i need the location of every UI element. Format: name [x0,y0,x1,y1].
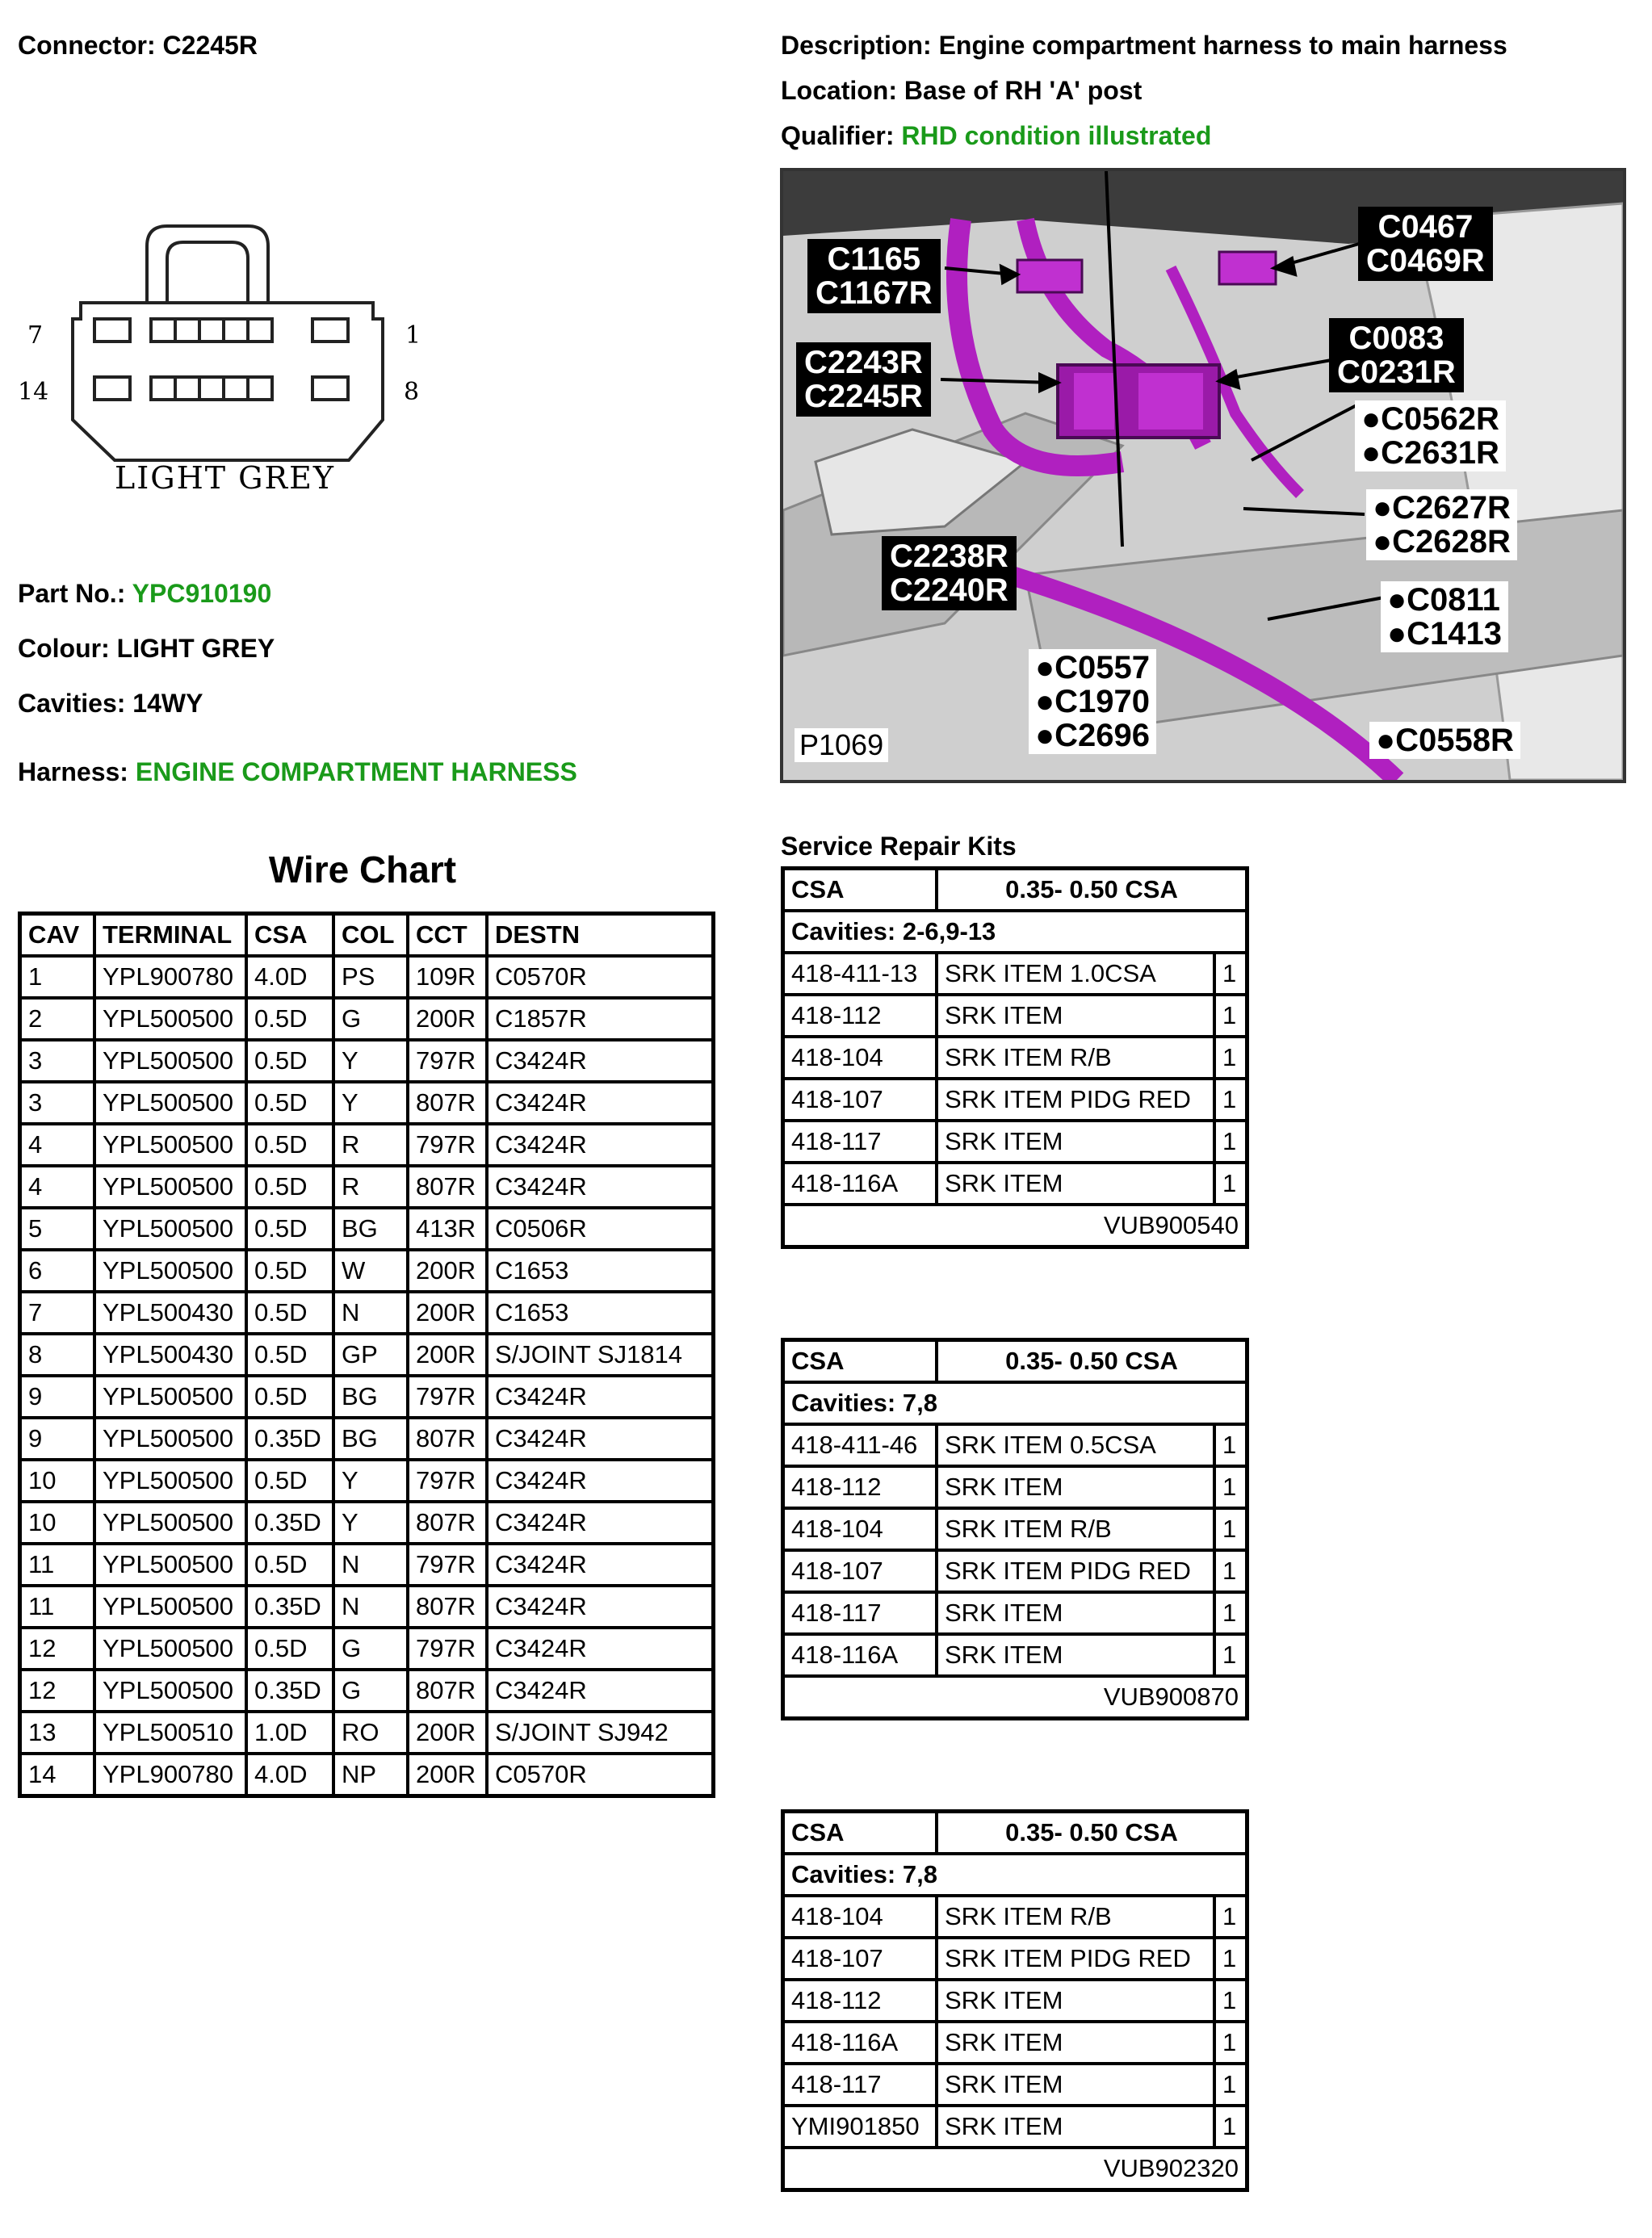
cell-terminal: YPL500500 [94,1502,246,1544]
kit-item-desc: SRK ITEM [937,1466,1214,1508]
cell-col: BG [333,1376,408,1418]
cell-cct: 797R [408,1628,487,1670]
connector-line [18,31,258,61]
cell-cav: 10 [20,1502,95,1544]
kit-item-row [783,1508,1247,1550]
cell-col: G [333,1670,408,1712]
cell-cct: 797R [408,1376,487,1418]
cell-cav: 9 [20,1418,95,1460]
kit-item-desc: SRK ITEM [937,1163,1214,1205]
kit-csa-row [783,1812,1247,1855]
kit-item-row [783,1163,1247,1205]
cell-cav: 2 [20,998,95,1040]
callout-c2243r: C2243R C2245R [796,342,931,417]
kit-item-desc: SRK ITEM [937,2106,1214,2148]
callout-c0083: C0083 C0231R [1329,318,1464,392]
cell-terminal: YPL500500 [94,1586,246,1628]
location-line [781,76,1142,106]
kit-cavities-row [783,1382,1247,1424]
cell-cav: 3 [20,1082,95,1124]
table-row [20,1754,714,1796]
cell-col: NP [333,1754,408,1796]
dot-label-group-3: ● C0811 ● C1413 [1381,581,1508,652]
kit-item-part: 418-112 [783,1980,937,2022]
header-cct: CCT [408,914,487,957]
kit-item-part: 418-104 [783,1037,937,1079]
part-no-value: YPC910190 [132,579,272,608]
dot-label-group-2: ● C2627R ● C2628R [1366,489,1517,560]
table-row [20,1334,714,1376]
cell-csa: 0.5D [246,1166,333,1208]
kit-item-qty: 1 [1214,2106,1247,2148]
cell-cav: 14 [20,1754,95,1796]
kit-cavities: Cavities: 2-6,9-13 [783,911,1247,953]
kit-item-part: 418-104 [783,1508,937,1550]
cell-col: Y [333,1040,408,1082]
kit-item-qty: 1 [1214,1466,1247,1508]
table-row [20,1250,714,1292]
cell-csa: 0.5D [246,1460,333,1502]
cell-cct: 200R [408,1250,487,1292]
cell-cct: 200R [408,1334,487,1376]
cell-cav: 7 [20,1292,95,1334]
kit-item-qty: 1 [1214,1163,1247,1205]
harness-label: Harness: [18,757,128,786]
cell-cct: 807R [408,1082,487,1124]
table-row [20,1670,714,1712]
dot-label-group-4: ● C0557 ● C1970 ● C2696 [1029,649,1156,754]
harness-line [18,757,577,787]
kit-number: VUB902320 [783,2148,1247,2190]
cell-col: RO [333,1712,408,1754]
table-row [20,1586,714,1628]
kit-item-qty: 1 [1214,1980,1247,2022]
cell-cav: 8 [20,1334,95,1376]
kit-item-part: 418-117 [783,2064,937,2106]
cell-terminal: YPL500500 [94,1418,246,1460]
kit-item-qty: 1 [1214,1938,1247,1980]
cell-terminal: YPL500430 [94,1334,246,1376]
cell-cav: 11 [20,1586,95,1628]
kit-item-row [783,1634,1247,1676]
cavities-line [18,689,203,719]
kit-item-desc: SRK ITEM [937,995,1214,1037]
cell-terminal: YPL900780 [94,956,246,998]
cell-destn: C3424R [487,1628,714,1670]
kit-item-desc: SRK ITEM PIDG RED [937,1550,1214,1592]
kit-item-qty: 1 [1214,1037,1247,1079]
pin-label-1: 1 [405,321,421,350]
kit-cavities-row [783,911,1247,953]
kit-item-part: 418-411-46 [783,1424,937,1466]
cell-cav: 4 [20,1166,95,1208]
pin-label-7: 7 [27,321,44,350]
cell-csa: 0.35D [246,1670,333,1712]
kit-csa-row [783,1340,1247,1383]
kit-item-desc: SRK ITEM R/B [937,1896,1214,1938]
cavities-label: Cavities: [18,689,126,718]
service-kit-table [781,1809,1249,2192]
cell-cct: 807R [408,1166,487,1208]
wire-chart-title: Wire Chart [268,849,457,891]
cell-csa: 0.5D [246,1544,333,1586]
cell-terminal: YPL500430 [94,1292,246,1334]
cell-col: BG [333,1418,408,1460]
cell-destn: C0506R [487,1208,714,1250]
connector-diagram [18,218,438,509]
cell-cav: 12 [20,1670,95,1712]
cell-destn: C3424R [487,1502,714,1544]
kit-item-row [783,1424,1247,1466]
cell-col: Y [333,1502,408,1544]
cell-cct: 200R [408,998,487,1040]
kit-item-desc: SRK ITEM [937,1634,1214,1676]
kit-item-qty: 1 [1214,1079,1247,1121]
pin-label-14: 14 [18,378,49,406]
cell-terminal: YPL500500 [94,1628,246,1670]
photo-ref: P1069 [795,728,888,762]
kit-item-qty: 1 [1214,1121,1247,1163]
kit-item-row [783,953,1247,995]
cell-destn: C3424R [487,1460,714,1502]
table-row [20,1712,714,1754]
callout-c1165: C1165 C1167R [807,239,941,313]
cell-destn: C3424R [487,1124,714,1166]
cell-cct: 807R [408,1670,487,1712]
cell-col: N [333,1292,408,1334]
kit-item-row [783,1079,1247,1121]
cell-cct: 797R [408,1544,487,1586]
table-row [20,1376,714,1418]
cell-csa: 0.35D [246,1418,333,1460]
wire-chart-body [20,956,714,1796]
cell-terminal: YPL500500 [94,998,246,1040]
kit-item-qty: 1 [1214,1896,1247,1938]
kit-item-row [783,1121,1247,1163]
cell-terminal: YPL500500 [94,1544,246,1586]
kit-item-row [783,2106,1247,2148]
kit-number-row [783,1676,1247,1719]
cell-terminal: YPL500500 [94,1208,246,1250]
cell-col: G [333,1628,408,1670]
kit-item-qty: 1 [1214,1592,1247,1634]
table-row [20,1208,714,1250]
kit-item-desc: SRK ITEM PIDG RED [937,1938,1214,1980]
kit-item-qty: 1 [1214,953,1247,995]
cell-destn: C3424R [487,1166,714,1208]
table-row [20,1082,714,1124]
kit-item-row [783,1037,1247,1079]
table-row [20,1166,714,1208]
kit-item-part: 418-117 [783,1121,937,1163]
cell-cav: 4 [20,1124,95,1166]
colour-value: LIGHT GREY [116,634,275,663]
table-row [20,956,714,998]
cavities-value: 14WY [132,689,203,718]
kit-item-row [783,1896,1247,1938]
cell-terminal: YPL500500 [94,1250,246,1292]
cell-terminal: YPL500510 [94,1712,246,1754]
part-no-line [18,579,271,609]
kit-item-part: 418-116A [783,2022,937,2064]
cell-col: R [333,1124,408,1166]
cell-csa: 0.5D [246,1628,333,1670]
cell-destn: S/JOINT SJ942 [487,1712,714,1754]
cell-col: N [333,1586,408,1628]
kit-item-row [783,1550,1247,1592]
table-row [20,1124,714,1166]
kit-cavities-row [783,1854,1247,1896]
kit-item-qty: 1 [1214,1424,1247,1466]
location-photo [780,168,1626,783]
kit-item-qty: 1 [1214,1508,1247,1550]
cell-destn: C3424R [487,1670,714,1712]
kit-item-row [783,2064,1247,2106]
kit-item-part: 418-117 [783,1592,937,1634]
kit-item-part: 418-116A [783,1163,937,1205]
header-csa: CSA [246,914,333,957]
cell-csa: 0.5D [246,1250,333,1292]
cell-col: N [333,1544,408,1586]
kit-item-row [783,2022,1247,2064]
kit-item-desc: SRK ITEM R/B [937,1508,1214,1550]
qualifier-line [781,121,1211,151]
table-row [20,1544,714,1586]
dot-label-group-1: ● C0562R ● C2631R [1355,400,1506,471]
kit-item-qty: 1 [1214,2064,1247,2106]
kit-item-part: 418-107 [783,1550,937,1592]
dot-label-group-5: ● C0558R [1369,722,1520,759]
kit-item-part: 418-411-13 [783,953,937,995]
part-no-label: Part No.: [18,579,126,608]
connector-label: Connector: [18,31,156,60]
table-row [20,1418,714,1460]
cell-cct: 807R [408,1418,487,1460]
kit-item-row [783,1938,1247,1980]
cell-cct: 797R [408,1124,487,1166]
header-destn: DESTN [487,914,714,957]
table-row [20,1040,714,1082]
cell-destn: C0570R [487,956,714,998]
cell-col: W [333,1250,408,1292]
kit-item-part: 418-107 [783,1079,937,1121]
cell-csa: 0.35D [246,1502,333,1544]
cell-cav: 5 [20,1208,95,1250]
kit-item-desc: SRK ITEM [937,2022,1214,2064]
kit-csa-row [783,869,1247,912]
service-kits-title: Service Repair Kits [781,832,1017,861]
cell-col: GP [333,1334,408,1376]
cell-cav: 3 [20,1040,95,1082]
cell-cav: 11 [20,1544,95,1586]
cell-col: Y [333,1082,408,1124]
qualifier-label: Qualifier: [781,121,895,150]
table-row [20,1292,714,1334]
cell-csa: 0.5D [246,1040,333,1082]
cell-col: PS [333,956,408,998]
kit-item-qty: 1 [1214,1550,1247,1592]
cell-terminal: YPL500500 [94,1166,246,1208]
cell-cct: 797R [408,1460,487,1502]
description-value: Engine compartment harness to main harness [938,31,1507,60]
cell-cav: 1 [20,956,95,998]
kit-item-qty: 1 [1214,995,1247,1037]
cell-terminal: YPL500500 [94,1040,246,1082]
kit-csa-value: 0.35- 0.50 CSA [937,1812,1247,1855]
cell-destn: C3424R [487,1544,714,1586]
cell-cct: 413R [408,1208,487,1250]
kit-item-qty: 1 [1214,1634,1247,1676]
location-label: Location: [781,76,897,105]
cell-terminal: YPL500500 [94,1670,246,1712]
kit-item-desc: SRK ITEM 1.0CSA [937,953,1214,995]
harness-value: ENGINE COMPARTMENT HARNESS [135,757,577,786]
kit-csa-label: CSA [783,869,937,912]
diagram-caption: LIGHT GREY [115,460,335,496]
cell-terminal: YPL500500 [94,1082,246,1124]
description-label: Description: [781,31,932,60]
kit-item-part: YMI901850 [783,2106,937,2148]
kit-item-row [783,1592,1247,1634]
kit-item-desc: SRK ITEM 0.5CSA [937,1424,1214,1466]
kit-cavities: Cavities: 7,8 [783,1382,1247,1424]
cell-destn: S/JOINT SJ1814 [487,1334,714,1376]
kit-item-row [783,1466,1247,1508]
location-value: Base of RH 'A' post [904,76,1143,105]
cell-cct: 797R [408,1040,487,1082]
callout-c0467: C0467 C0469R [1358,207,1493,281]
qualifier-value: RHD condition illustrated [901,121,1212,150]
service-kit-table [781,1338,1249,1720]
kit-item-part: 418-107 [783,1938,937,1980]
colour-label: Colour: [18,634,110,663]
cell-csa: 0.5D [246,1292,333,1334]
kit-csa-label: CSA [783,1812,937,1855]
cell-cct: 807R [408,1502,487,1544]
cell-destn: C3424R [487,1586,714,1628]
cell-col: BG [333,1208,408,1250]
table-row [20,998,714,1040]
cell-csa: 4.0D [246,1754,333,1796]
table-row [20,1628,714,1670]
kit-item-desc: SRK ITEM R/B [937,1037,1214,1079]
cell-cct: 109R [408,956,487,998]
cell-csa: 1.0D [246,1712,333,1754]
cell-destn: C1857R [487,998,714,1040]
cell-col: G [333,998,408,1040]
cell-csa: 0.5D [246,1082,333,1124]
cell-destn: C0570R [487,1754,714,1796]
wire-chart-table [18,912,715,1798]
kit-number: VUB900540 [783,1205,1247,1247]
cell-destn: C3424R [487,1082,714,1124]
cell-cav: 12 [20,1628,95,1670]
header-terminal: TERMINAL [94,914,246,957]
kit-number-row [783,1205,1247,1247]
kit-number-row [783,2148,1247,2190]
kit-item-row [783,995,1247,1037]
kit-item-part: 418-112 [783,995,937,1037]
cell-cav: 9 [20,1376,95,1418]
kit-item-desc: SRK ITEM [937,1980,1214,2022]
description-line [781,31,1507,61]
cell-destn: C3424R [487,1376,714,1418]
kit-item-desc: SRK ITEM PIDG RED [937,1079,1214,1121]
cell-terminal: YPL500500 [94,1124,246,1166]
kit-item-qty: 1 [1214,2022,1247,2064]
cell-col: Y [333,1460,408,1502]
table-row [20,1460,714,1502]
kit-item-desc: SRK ITEM [937,1121,1214,1163]
cell-terminal: YPL500500 [94,1376,246,1418]
cell-destn: C3424R [487,1040,714,1082]
kit-cavities: Cavities: 7,8 [783,1854,1247,1896]
cell-destn: C1653 [487,1250,714,1292]
cell-col: R [333,1166,408,1208]
cell-terminal: YPL500500 [94,1460,246,1502]
colour-line [18,634,275,664]
cell-destn: C3424R [487,1418,714,1460]
kit-item-part: 418-104 [783,1896,937,1938]
cell-terminal: YPL900780 [94,1754,246,1796]
cell-csa: 0.35D [246,1586,333,1628]
kit-csa-label: CSA [783,1340,937,1383]
kit-item-part: 418-116A [783,1634,937,1676]
kit-csa-value: 0.35- 0.50 CSA [937,869,1247,912]
cell-destn: C1653 [487,1292,714,1334]
kit-item-row [783,1980,1247,2022]
cell-cct: 200R [408,1292,487,1334]
wire-chart-header-row [20,914,714,957]
cell-csa: 0.5D [246,1208,333,1250]
kit-csa-value: 0.35- 0.50 CSA [937,1340,1247,1383]
cell-csa: 0.5D [246,1334,333,1376]
cell-csa: 4.0D [246,956,333,998]
cell-csa: 0.5D [246,1376,333,1418]
pin-label-8: 8 [404,378,420,406]
kit-item-desc: SRK ITEM [937,2064,1214,2106]
table-row [20,1502,714,1544]
header-col: COL [333,914,408,957]
header-cav: CAV [20,914,95,957]
cell-cct: 200R [408,1712,487,1754]
service-kit-table [781,866,1249,1249]
kit-item-part: 418-112 [783,1466,937,1508]
connector-value: C2245R [162,31,258,60]
callout-c2238r: C2238R C2240R [882,536,1017,610]
cell-csa: 0.5D [246,1124,333,1166]
cell-cct: 807R [408,1586,487,1628]
cell-cav: 6 [20,1250,95,1292]
cell-cav: 13 [20,1712,95,1754]
cell-cct: 200R [408,1754,487,1796]
kit-item-desc: SRK ITEM [937,1592,1214,1634]
cell-csa: 0.5D [246,998,333,1040]
kit-number: VUB900870 [783,1676,1247,1719]
cell-cav: 10 [20,1460,95,1502]
